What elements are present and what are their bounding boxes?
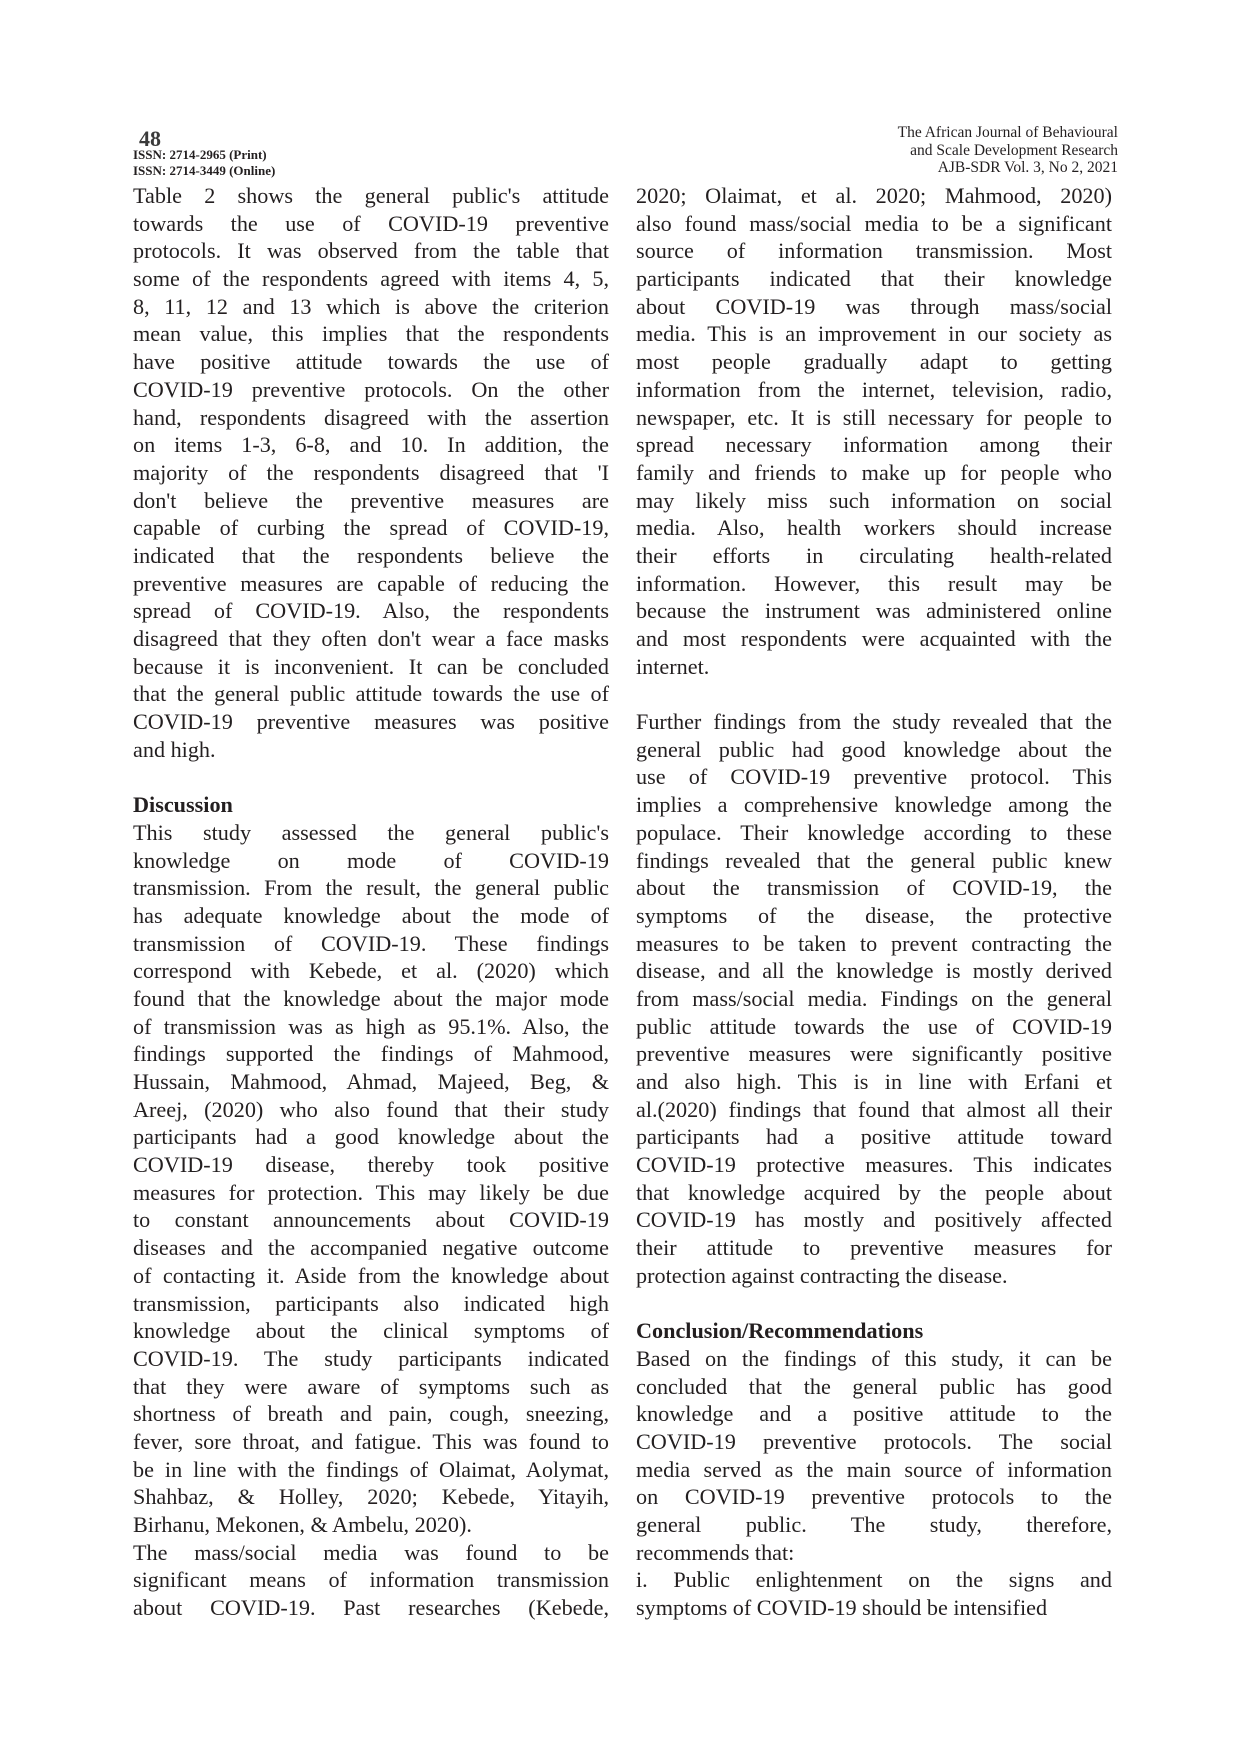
text-line: preventive measures are capable of reducing the bbox=[133, 570, 609, 596]
text-line: that they were aware of symptoms such as bbox=[133, 1373, 609, 1399]
text-line: to constant announcements about COVID-19 bbox=[133, 1207, 609, 1233]
text-line: from mass/social media. Findings on the general bbox=[636, 985, 1112, 1011]
text-line: and also high. This is in line with Erfani et bbox=[636, 1069, 1112, 1094]
text-line: protocols. It was observed from the table that bbox=[133, 238, 609, 264]
text-line: also found mass/social media to be a significant bbox=[636, 210, 1112, 236]
text-line: disease, and all the knowledge is mostly derived bbox=[636, 958, 1112, 984]
text-line: COVID-19. The study participants indicated bbox=[133, 1345, 609, 1371]
text-line: newspaper, etc. It is still necessary for people to bbox=[636, 404, 1112, 430]
text-line: don't believe the preventive measures are bbox=[133, 487, 609, 513]
text-line: because it is inconvenient. It can be concluded bbox=[133, 653, 609, 679]
text-line: general public. The study, therefore, bbox=[636, 1512, 1112, 1537]
text-line: knowledge about the clinical symptoms of bbox=[133, 1318, 609, 1344]
text-line: participants indicated that their knowledge bbox=[636, 266, 1112, 292]
right-column bbox=[636, 182, 1112, 1622]
text-line: source of information transmission. Most bbox=[636, 238, 1112, 264]
text-line: information. However, this result may be bbox=[636, 570, 1112, 596]
text-line: findings supported the findings of Mahmood, bbox=[133, 1041, 609, 1067]
text-line: that knowledge acquired by the people about bbox=[636, 1179, 1112, 1205]
text-line: about COVID-19. Past researches (Kebede, bbox=[133, 1595, 609, 1621]
text-line: Table 2 shows the general public's attitude bbox=[133, 183, 609, 208]
journal-title-line1: The African Journal of Behavioural bbox=[897, 124, 1118, 141]
text-line: public attitude towards the use of COVID-19 bbox=[636, 1013, 1112, 1039]
text-line: internet. bbox=[636, 653, 710, 679]
text-line: media served as the main source of information bbox=[636, 1456, 1112, 1482]
text-line: preventive measures were significantly positive bbox=[636, 1041, 1112, 1067]
text-line: general public had good knowledge about the bbox=[636, 736, 1112, 762]
text-line: shortness of breath and pain, cough, sneezing, bbox=[133, 1401, 609, 1427]
text-line: 8, 11, 12 and 13 which is above the criterion bbox=[133, 293, 609, 319]
issn-online: ISSN: 2714-3449 (Online) bbox=[133, 163, 276, 178]
text-line: al.(2020) findings that found that almost all their bbox=[636, 1096, 1112, 1122]
text-line: knowledge and a positive attitude to the bbox=[636, 1401, 1112, 1427]
further-findings-paragraph bbox=[636, 708, 1112, 1289]
text-line: COVID-19 protective measures. This indicates bbox=[636, 1152, 1112, 1178]
text-line: spread necessary information among their bbox=[636, 432, 1112, 458]
text-line: because the instrument was administered online bbox=[636, 598, 1112, 624]
text-line: correspond with Kebede, et al. (2020) which bbox=[133, 958, 609, 984]
journal-volume: AJB-SDR Vol. 3, No 2, 2021 bbox=[937, 159, 1118, 176]
text-line: media. This is an improvement in our society as bbox=[636, 321, 1112, 347]
text-line: measures for protection. This may likely be due bbox=[133, 1179, 609, 1205]
text-line: symptoms of COVID-19 should be intensified bbox=[636, 1595, 1048, 1621]
results-paragraph bbox=[133, 182, 609, 763]
text-line: towards the use of COVID-19 preventive bbox=[133, 210, 609, 236]
text-line: may likely miss such information on social bbox=[636, 487, 1112, 513]
text-line: about the transmission of COVID-19, the bbox=[636, 875, 1112, 901]
left-column bbox=[133, 182, 609, 1622]
text-line: COVID-19 preventive protocols. The social bbox=[636, 1428, 1112, 1454]
page-number: 48 bbox=[139, 126, 161, 151]
journal-title-line2: and Scale Development Research bbox=[910, 141, 1118, 159]
text-line: recommends that: bbox=[636, 1539, 795, 1565]
media-continued-paragraph bbox=[636, 182, 1112, 680]
text-line: mean value, this implies that the respondents bbox=[133, 321, 609, 347]
text-line: findings revealed that the general public knew bbox=[636, 847, 1112, 873]
text-line: hand, respondents disagreed with the assertion bbox=[133, 404, 609, 430]
text-line: of contacting it. Aside from the knowledge about bbox=[133, 1262, 609, 1288]
text-line: indicated that the respondents believe the bbox=[133, 542, 609, 568]
text-line: about COVID-19 was through mass/social bbox=[636, 293, 1112, 319]
text-line: This study assessed the general public's bbox=[133, 819, 609, 845]
journal-header bbox=[898, 124, 1118, 177]
text-line: family and friends to make up for people who bbox=[636, 459, 1112, 485]
text-line: information from the internet, television, radio, bbox=[636, 376, 1112, 402]
text-line: of transmission was as high as 95.1%. Also, the bbox=[133, 1013, 609, 1039]
text-line: some of the respondents agreed with items 4, 5, bbox=[133, 266, 609, 292]
text-line: 2020; Olaimat, et al. 2020; Mahmood, 2020) bbox=[636, 183, 1112, 208]
text-line: i. Public enlightenment on the signs and bbox=[636, 1567, 1112, 1593]
discussion-paragraph bbox=[133, 819, 609, 1539]
text-line: found that the knowledge about the major mode bbox=[133, 985, 609, 1011]
discussion-heading: Discussion bbox=[133, 792, 233, 818]
issn-print: ISSN: 2714-2965 (Print) bbox=[133, 147, 267, 162]
spacer bbox=[636, 1290, 1112, 1318]
media-paragraph bbox=[133, 1539, 609, 1622]
text-line: on items 1-3, 6-8, and 10. In addition, the bbox=[133, 432, 609, 458]
text-line: protection against contracting the disease. bbox=[636, 1262, 1008, 1288]
conclusion-paragraph bbox=[636, 1345, 1112, 1567]
text-line: has adequate knowledge about the mode of bbox=[133, 902, 609, 928]
text-line: capable of curbing the spread of COVID-19, bbox=[133, 515, 609, 541]
text-line: disagreed that they often don't wear a face masks bbox=[133, 626, 609, 651]
text-line: Based on the findings of this study, it can be bbox=[636, 1345, 1112, 1371]
text-line: most people gradually adapt to getting bbox=[636, 349, 1112, 375]
text-line: significant means of information transmission bbox=[133, 1567, 609, 1593]
text-line: media. Also, health workers should increase bbox=[636, 515, 1112, 541]
text-line: COVID-19 has mostly and positively affected bbox=[636, 1207, 1112, 1233]
text-line: transmission, participants also indicated high bbox=[133, 1290, 609, 1316]
text-line: Shahbaz, & Holley, 2020; Kebede, Yitayih, bbox=[133, 1484, 609, 1510]
text-line: fever, sore throat, and fatigue. This was found to bbox=[133, 1428, 609, 1454]
recommendation-item bbox=[636, 1566, 1112, 1621]
text-line: populace. Their knowledge according to these bbox=[636, 819, 1112, 845]
text-line: Further findings from the study revealed that the bbox=[636, 709, 1112, 735]
text-line: symptoms of the disease, the protective bbox=[636, 902, 1112, 928]
text-line: implies a comprehensive knowledge among the bbox=[636, 792, 1112, 818]
text-line: Areej, (2020) who also found that their study bbox=[133, 1096, 609, 1122]
spacer bbox=[133, 763, 609, 791]
text-line: and most respondents were acquainted with the bbox=[636, 626, 1112, 651]
text-line: their attitude to preventive measures for bbox=[636, 1235, 1112, 1261]
text-line: transmission. From the result, the general public bbox=[133, 875, 609, 901]
text-line: measures to be taken to prevent contracting the bbox=[636, 930, 1112, 956]
text-line: their efforts in circulating health-related bbox=[636, 542, 1112, 568]
text-line: The mass/social media was found to be bbox=[133, 1539, 609, 1565]
text-line: participants had a good knowledge about the bbox=[133, 1124, 609, 1150]
spacer bbox=[636, 680, 1112, 708]
text-line: on COVID-19 preventive protocols to the bbox=[636, 1484, 1112, 1510]
text-line: that the general public attitude towards the use of bbox=[133, 681, 609, 707]
text-line: majority of the respondents disagreed that 'I bbox=[133, 459, 609, 485]
text-line: Hussain, Mahmood, Ahmad, Majeed, Beg, & bbox=[133, 1069, 609, 1094]
conclusion-heading: Conclusion/Recommendations bbox=[636, 1318, 924, 1344]
text-line: diseases and the accompanied negative outcome bbox=[133, 1235, 609, 1261]
text-line: knowledge on mode of COVID-19 bbox=[133, 847, 609, 873]
text-line: and high. bbox=[133, 736, 216, 762]
text-line: be in line with the findings of Olaimat, Aolymat, bbox=[133, 1456, 609, 1482]
text-line: COVID-19 disease, thereby took positive bbox=[133, 1152, 609, 1178]
text-line: participants had a positive attitude toward bbox=[636, 1124, 1112, 1150]
text-line: use of COVID-19 preventive protocol. This bbox=[636, 764, 1112, 790]
text-line: concluded that the general public has good bbox=[636, 1373, 1112, 1399]
text-line: transmission of COVID-19. These findings bbox=[133, 930, 609, 956]
text-line: have positive attitude towards the use of bbox=[133, 349, 609, 375]
text-line: spread of COVID-19. Also, the respondents bbox=[133, 598, 609, 624]
text-line: COVID-19 preventive protocols. On the other bbox=[133, 376, 609, 402]
text-line: Birhanu, Mekonen, & Ambelu, 2020). bbox=[133, 1512, 472, 1537]
text-line: COVID-19 preventive measures was positive bbox=[133, 709, 609, 735]
